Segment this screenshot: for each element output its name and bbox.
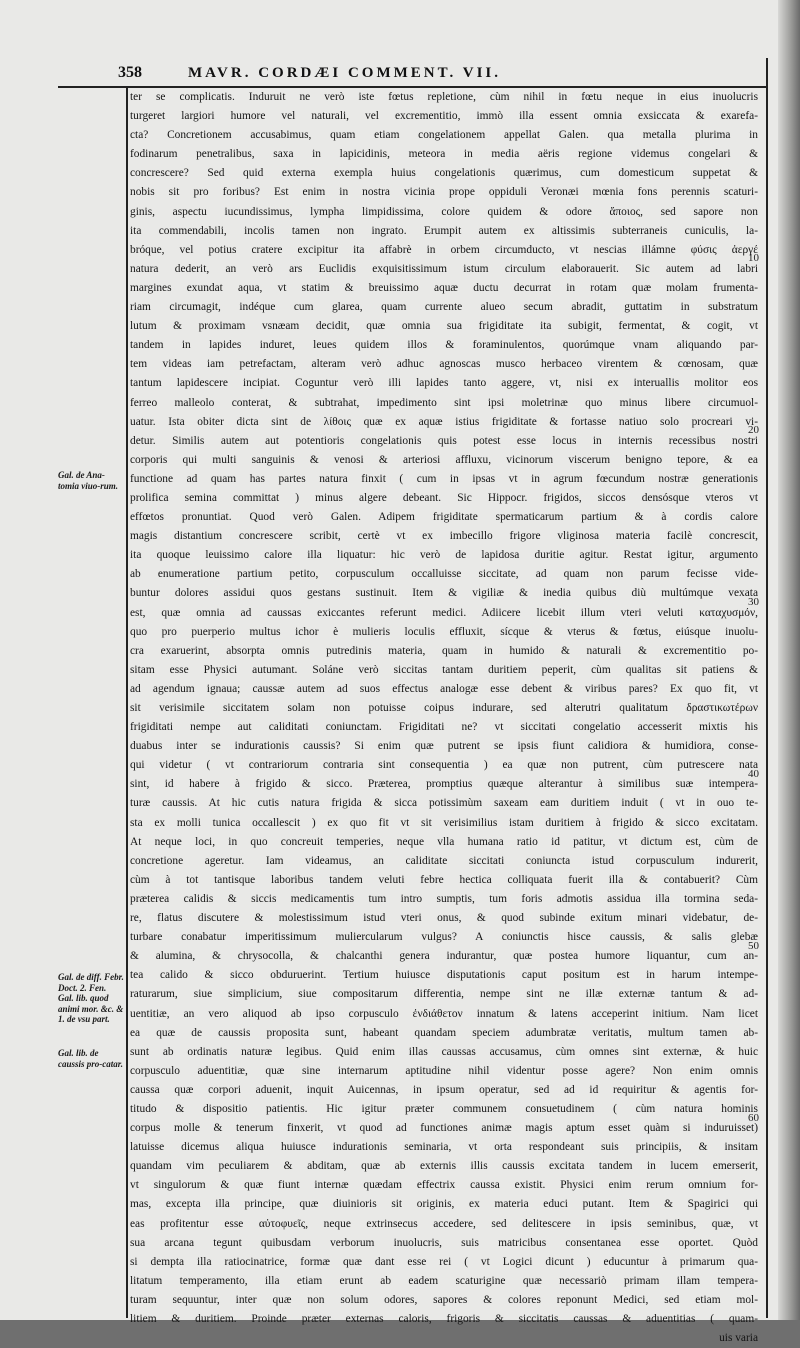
text-line: detur. Similis autem aut potentioris congelationis quis potest esse locus in internis recessibus nostri — [130, 434, 758, 447]
text-line: turbare conabatur imperitissimum muliercularum vulgus? A coniunctis hisce caussis, & salis glebæ — [130, 931, 758, 944]
text-line: duabus inter se indurationis caussis? Si enim quæ putrent se ipsis fiunt calidiora & humidiora, conse- — [130, 740, 758, 753]
text-line: ea quæ de caussis proposita sunt, habeant quandam speciem adumbratæ veritatis, multum tamen ab- — [130, 1026, 758, 1039]
text-line: raturarum, siue simplicium, siue compositarum differentia, nempe sint ne illæ externæ tantum & ad- — [130, 988, 758, 1001]
text-line: ter se complicatis. Induruit ne verò iste fœtus repletione, cùm nihil in fœtu neque in eius inuolucris — [130, 91, 758, 103]
text-line: corporis qui multi sanguinis & venosi & arteriosi affluxu, vicinorum viscerum benigno tepore, & ea — [130, 453, 758, 466]
text-line: prolifica semina committat ) minus algere debeant. Sic Hippocr. frigidos, siccos densósque vteros vt — [130, 491, 758, 504]
text-line: litiem & duritiem. Proinde præter externas caloris, frigoris & siccitatis caussas & aduentitias ( quam- — [130, 1313, 758, 1325]
text-frame — [58, 58, 768, 1345]
text-line: uentitiæ, an vero aliquod ab ipso corpusculo ἐνδιάθετον innatum & latens acceperint initium. Nam licet — [130, 1007, 758, 1020]
text-line: effœtos pronuntiat. Quod verò Galen. Adipem frigiditate spermaticarum partium & à cordis calore — [130, 511, 758, 524]
margin-note: Gal. de Ana-tomia viuo-rum. — [58, 470, 119, 491]
text-line: mas, excepta illa principe, quæ diuinioris sit originis, ex materia educi putant. Item & Spagirici qui — [130, 1198, 758, 1211]
text-line: concretione ageretur. Iam videamus, an caliditate siccitati coniuncta istud corpusculum indurerit, — [130, 854, 758, 867]
text-line: tantum lapidescere incipiat. Coguntur verò illi lapides tanto aggere, vt, nisi ex interuallis molitor eos — [130, 377, 758, 390]
text-line: re, flatus discutere & molestissimum istud vteri onus, & quod subinde exitum minari videbatur, de- — [130, 912, 758, 925]
text-line: sit verisimile siccitatem solam non potuisse coipus indurare, sed alterutri qualitatum δραστικωτέρων — [130, 702, 758, 714]
text-line: magis distantium concrescere scribit, certè vt ex imbecillo frigore vliginosa materia facilè concrescit, — [130, 530, 758, 543]
text-line: At neque loci, in quo concreuit temperies, neque vlla humana ratio id patitur, vt dictum est, cùm de — [130, 835, 758, 848]
text-line: nobis sit pro foribus? Est enim in nostra vicinia prope oppiduli Veronæi mœnia fons perennis scaturi- — [130, 186, 758, 199]
catchword: uis varia — [719, 1332, 758, 1345]
margin-note: Gal. de diff. Febr. Doct. 2. Fen. Gal. lib. quod animi mor. &c. & 1. de vsu part. — [58, 972, 124, 1025]
running-head: MAVR. CORDÆI COMMENT. VII. — [188, 65, 502, 81]
text-line: ita quoque leuissimo calore illa liquatur: hic verò de lapidosa duritie agitur. Restat igitur, argumento — [130, 549, 758, 562]
text-line: ad agendum ignaua; caussæ autem ad suos effectus analogæ esse debent & viribus pares? Ex quo fit, vt — [130, 682, 758, 695]
right-rule — [766, 58, 768, 1318]
text-line: cra exaruerint, absorpta omnis putredinis materia, quam in humido & naturali & excrementitio po- — [130, 644, 758, 657]
text-line: latuisse dicemus aliqua huiusce indurationis seminaria, vt orta respondeant suis principiis, & insitam — [130, 1141, 758, 1154]
text-line: litatum temperamento, illa etiam erunt ab eadem scaturigine quæ necessariò primam illam tempera- — [130, 1274, 758, 1287]
text-line: concrescere? Sed quid externa exempla huius congelationis quærimus, cum domesticum suppetat & — [130, 167, 758, 180]
text-line: margines exundat aqua, vt statim & breuissimo aquæ ductu decurrat in rotam quæ molam frumenta- — [130, 281, 758, 294]
body-text — [130, 88, 758, 1348]
margin-rule — [126, 88, 128, 1318]
text-line: cùm à tot tantisque laboribus tandem veluti febre hectica colliquata fuerit illa & contabuerit? Cùm — [130, 873, 758, 886]
text-line: sua arcana tegunt quibusdam verborum inuolucris, suis matricibus consentanea esse oportet. Quòd — [130, 1236, 758, 1249]
text-line: tem videas iam petrefactam, alteram verò adhuc agnoscas musco herbaceo virentem & cœnosam, quæ — [130, 358, 758, 371]
text-line: præterea calidis & siccis medicamentis tum intro sumptis, tum foris admotis assidua illa tormina seda- — [130, 892, 758, 905]
text-line: lutum & proximam vsnæam decidit, quæ omnia sua frigiditate ita subigit, fermentat, & cogit, vt — [130, 320, 758, 333]
text-line: qui videtur ( vt contrariorum contraria sint consequentia ) ea quæ non putrent, cùm putrescere nata — [130, 759, 758, 772]
text-line: ginis, aspectu iucundissimus, lympha limpidissima, colore quidem & odore ἄποιος, sed sapore non — [130, 205, 758, 218]
text-line: turam sequuntur, inter quæ non solum odores, sapores & colores reponunt Medici, sed etiam mol- — [130, 1293, 758, 1306]
text-line: frigiditati nempe aut caliditati coniunctam. Frigiditati ne? vt siccitati congelatio accesserit mixtis his — [130, 721, 758, 734]
text-line: tandem in lapides induret, leues quidem illos & foraminulentos, quorúmque vnam aliquando par- — [130, 339, 758, 352]
text-line: turgeret largiori humore vel naturali, vel excrementitio, immò illa essent omnia exsiccata & exarefa- — [130, 110, 758, 123]
text-line: eas profitentur esse αὐτοφυεῖς, neque extrinsecus accedere, sed delitescere in ipsis seminibus, quæ, vt — [130, 1217, 758, 1230]
text-line: sunt ab ordinatis naturæ legibus. Quid enim illas caussas accusamus, cùm omnes sint externæ, & huic — [130, 1045, 758, 1058]
text-line: corpus molle & tenerum finxerit, vt quod ad functiones animæ magis aptum esset quàm si induruisset) — [130, 1122, 758, 1135]
page-number: 358 — [118, 64, 142, 81]
text-line: functione ad quam has partes natura finxit ( cum in ipsas vt in agrum fœcundum nostræ generationis — [130, 472, 758, 485]
page-edge-shadow — [778, 0, 800, 1320]
text-line: ab enumeratione partium petito, corpusculum occalluisse siccitate, ad quam non parum fecisse vide- — [130, 568, 758, 581]
line-number: 10 — [748, 252, 759, 264]
text-line: sitam esse Physici autumant. Soláne verò siccitas tantam duritiem peperit, cùm qualitas sit patiens & — [130, 663, 758, 676]
text-line: si dempta illa ratiocinatrice, formæ quæ dant esse rei ( vt Logici dicunt ) educuntur à primarum qua- — [130, 1255, 758, 1268]
text-line: corpusculo aduentitiæ, quæ sine internarum aptitudine nihil videntur posse agere? Non enim omnis — [130, 1064, 758, 1077]
text-line: riam circumagit, indéque cum glarea, quam currente alueo secum abradit, guttatim in substratum — [130, 301, 758, 314]
line-number: 50 — [748, 940, 759, 952]
text-line: buntur dolores assidui quos gestans sustinuit. Item & vigiliæ & inedia quibus diù multúmque vexata — [130, 587, 758, 600]
text-line: cta? Concretionem accusabimus, quam etiam congelationem appellat Galen. qua metalla plurima in — [130, 129, 758, 142]
text-line: fodinarum penetralibus, saxa in lapicidinis, meteora in media aëris regione videmus congelari & — [130, 148, 758, 161]
text-line: ita commendabili, incolis tamen non ingrato. Erumpit autem ex altissimis subterraneis cuniculis, la- — [130, 224, 758, 237]
text-line: vt singulorum & quæ fiunt internæ quædam effectrix caussa existit. Physici enim rerum omnium for- — [130, 1179, 758, 1192]
text-line: natura dederit, an verò ars Euclidis exquisitissimum istum circulum elaborauerit. Sic autem ad labri — [130, 262, 758, 275]
text-line: quandam vim peculiarem & abditam, quæ ab externis illis caussis excitata tandem in lucem emerserit, — [130, 1160, 758, 1173]
text-line: est, quæ omnia ad caussas exiccantes referunt medici. Adiicere licebit illum vteri veluti καταχυσμόν, — [130, 606, 758, 619]
text-line: titudo & dispositio patientis. Hic igitur præter communem consuetudinem ( cùm natura hominis — [130, 1102, 758, 1115]
margin-note: Gal. lib. de caussis pro-catar. — [58, 1048, 124, 1069]
text-line: sint, id habere à frigido & sicco. Præterea, promptius quæque alterantur à similibus suæ intempera- — [130, 778, 758, 791]
text-line: tea calido & sicco obduruerint. Tertium huiusce disputationis caput positum est in harum intempe- — [130, 969, 758, 982]
text-line: turæ caussis. At hic cutis natura frigida & sicca potissimùm saxeam eam duritiem induit ( vt in ouo te- — [130, 797, 758, 810]
text-line: caussa quæ corpori aduenit, inquit Auicennas, in ipsum operatur, sed ad id requiritur & agentis for- — [130, 1083, 758, 1096]
text-line: uatur. Ista obiter dicta sint de λίθοις quæ ex aquæ istius frigiditate & fortasse natiuo solo procreari vi- — [130, 415, 758, 428]
text-line: & alumina, & chrysocolla, & chalcanthi genera indurantur, quæ postea humore liquantur, cum an- — [130, 950, 758, 963]
line-number: 30 — [748, 596, 759, 608]
text-line: sta ex molli tunica occallescit ) ex quo fit vt sit verisimilius istam duritiem à frigido & sicco excitatam. — [130, 816, 758, 829]
text-line: quo pro puerperio multus ichor è mulieris loculis effluxit, sícque & vterus & fœtus, eiúsque inuolu- — [130, 625, 758, 638]
text-line: bróque, vel potius cratere excipitur ita affabrè in orbem circumducto, vt nescias illámne φύσις ἀεργέ — [130, 243, 758, 256]
line-number: 60 — [748, 1112, 759, 1124]
page-header — [118, 64, 758, 86]
line-number: 40 — [748, 768, 759, 780]
line-number: 20 — [748, 424, 759, 436]
text-line: ferreo malleolo conterat, & subtrahat, impedimento sint ipsi moletrinæ quo minus libere circumuol- — [130, 396, 758, 409]
